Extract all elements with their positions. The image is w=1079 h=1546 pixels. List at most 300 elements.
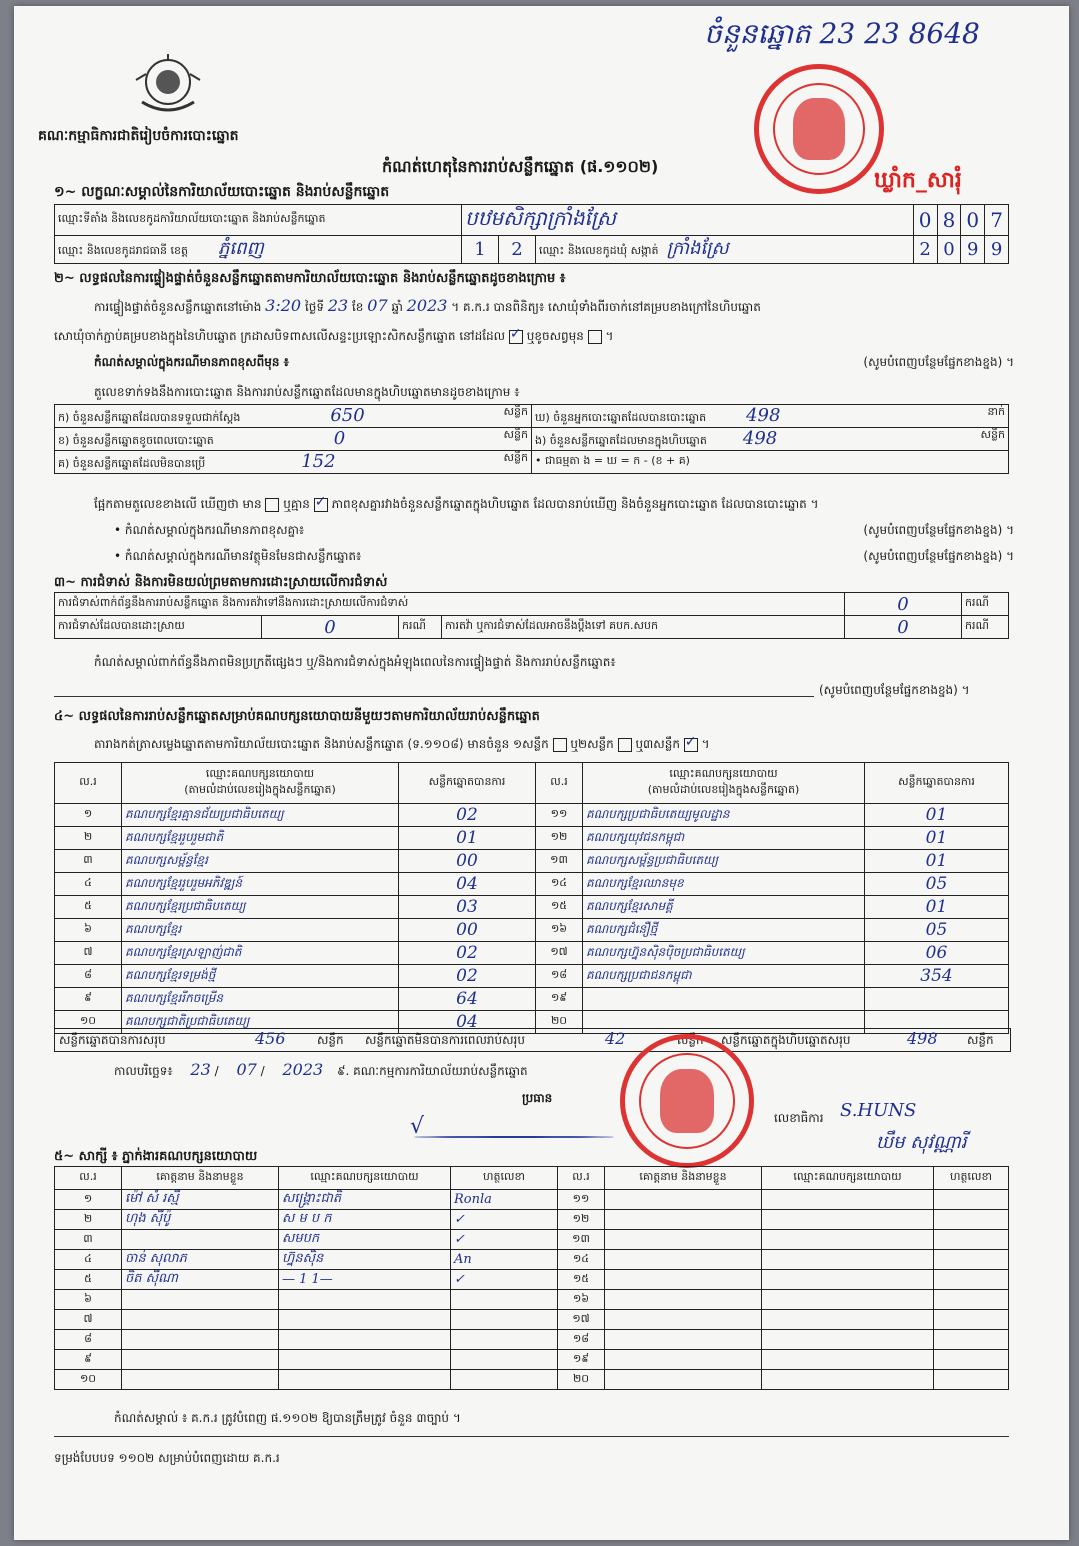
witness-name [605,1270,762,1290]
party-no: ១៧ [536,942,583,965]
p5-text-a: ផ្អែកតាមតួលេខខាងលើ ឃើញថា មាន [94,497,262,511]
witness-name: ហុង ស៊ីប៉ូ [122,1210,279,1230]
table-row [55,988,1009,1011]
witness-no: ៩ [55,1350,122,1370]
party-no: ១៦ [536,919,583,942]
witness-signature [934,1230,1009,1250]
date-month: 07 [236,1060,257,1079]
intro-text: តារាងកត់ត្រាសម្លេងឆ្នោតតាមការិយាល័យបោះឆ្នោត និងរាប់សន្លឹកឆ្នោត (ទ.១១០៨) មានចំនួន ១សន្លឹក [94,737,549,751]
party-name: គណបក្សខ្មែរឈានមុខ [583,873,865,896]
formula-note: • ជាធម្មតា ង = ឃ = ក - (ខ + គ) [532,451,1009,474]
witness-signature [934,1330,1009,1350]
witness-table [54,1166,1009,1390]
party-votes: 02 [399,804,536,827]
p1-text-e: ។ គ.ក.រ បានពិនិត្យ៖ សោឃុំទាំងពីរចាក់នៅគម្របខាងក្រៅនៃហិបឆ្នោត [451,300,761,314]
p1-text-b: ថ្ងៃទី [304,300,324,314]
date-label: កាលបរិច្ឆេទ៖ [114,1064,173,1078]
witness-signature [934,1310,1009,1330]
witness-name [122,1230,279,1250]
witness-signature [451,1370,558,1390]
witness-party [279,1370,451,1390]
witness-signature [451,1310,558,1330]
witness-no: ១២ [558,1210,605,1230]
commune-digit: 2 [913,236,937,264]
s1-row2-label [55,236,462,264]
box-total-unit: សន្លឹក [967,1033,994,1047]
party-votes: 05 [865,873,1009,896]
witness-party [762,1290,934,1310]
party-no: ១៩ [536,988,583,1011]
section1-table [54,204,1009,264]
objection-row1-value: 0 [845,593,962,616]
col-no: ល.រ [536,763,583,804]
party-name: គណបក្សខ្មែរស្រឡាញ់ជាតិ [122,942,399,965]
p5-text-c: ភាពខុសគ្នារវាងចំនួនសន្លឹកឆ្នោតក្នុងហិបឆ្នោត ដែលបានរាប់ឃើញ និងចំនួនអ្នកបោះឆ្នោត ដែលបានបោះឆ្នោត ។ [331,497,819,511]
commune-label: ឈ្មោះ និងលេខកូដឃុំ សង្កាត់ [539,244,659,257]
party-no: ២ [55,827,122,850]
witness-party [279,1310,451,1330]
p7-tail: (សូមបំពេញបន្ថែមផ្នែកខាងខ្នង) ។ [863,549,1014,563]
witness-no: ១៩ [558,1350,605,1370]
witness-name [122,1350,279,1370]
witness-party: ស ម ប ក [279,1210,451,1230]
col-votes: សន្លឹកឆ្នោតបានការ [399,763,536,804]
witness-party [762,1350,934,1370]
table-row [55,896,1009,919]
objections-table [54,592,1009,639]
party-name: គណបក្សខ្មែរសាមគ្គី [583,896,865,919]
witness-no: ៨ [55,1330,122,1350]
party-votes: 02 [399,942,536,965]
section2-heading: ២~ លទ្ធផលនៃការផ្ទៀងផ្ទាត់ចំនួនសន្លឹកឆ្នោតតាមការិយាល័យបោះឆ្នោត និងរាប់សន្លឹកឆ្នោតដូចខាងក្រោម ៖ [54,271,566,286]
witness-signature [934,1290,1009,1310]
date-year: 2023 [282,1060,324,1079]
witness-no: ៣ [55,1230,122,1250]
col-party-sub: (តាមលំដាប់លេខរៀងក្នុងសន្លឹកឆ្នោត) [184,783,336,796]
w-col-name: គោត្តនាម និងនាមខ្លួន [122,1167,279,1190]
witness-party [762,1190,934,1210]
witness-name [605,1210,762,1230]
witness-name: ម៉ៅ សំ រស្មី [122,1190,279,1210]
party-votes: 00 [399,850,536,873]
org-name: គណៈកម្មាធិការជាតិរៀបចំការបោះឆ្នោត [38,128,239,144]
section2-para5 [94,496,819,514]
party-no: ១៨ [536,965,583,988]
witness-party [762,1230,934,1250]
section4-intro: តារាងកត់ត្រាសម្លេងឆ្នោតតាមការិយាល័យបោះឆ្នោត និងរាប់សន្លឹកឆ្នោត (ទ.១១០៨) មានចំនួន ១សន្លឹក ឬ២សន្លឹក ឬ៣សន្លឹក ✓ ។ [94,736,710,754]
party-votes: 01 [865,850,1009,873]
s1-code-digit: 0 [961,205,985,236]
province-digit: 2 [499,236,536,264]
witness-no: ១៧ [558,1310,605,1330]
party-no: ៩ [55,988,122,1011]
party-no: ១១ [536,804,583,827]
witness-signature [451,1350,558,1370]
commune-digit: 0 [937,236,961,264]
s1-code-digit: 8 [937,205,961,236]
section2-para6 [114,522,1014,540]
party-no: ១៥ [536,896,583,919]
secretary-name: ឃឹម សុវណ្ណារី [876,1132,967,1153]
section2-para7 [114,548,1014,566]
results-table [54,762,1009,1034]
total-valid-value: 456 [255,1029,286,1048]
chair-signature [414,1136,614,1138]
witness-name [605,1290,762,1310]
witness-name [605,1230,762,1250]
witness-signature [934,1270,1009,1290]
province-label: ឈ្មោះ និងលេខកូដរាជធានី ខេត្ត [58,244,188,257]
count-d-value: 498 [746,405,781,426]
chair-signature-mark: √ [410,1114,425,1139]
table-row [55,850,1009,873]
witness-no: ១ [55,1190,122,1210]
witness-no: ១៨ [558,1330,605,1350]
witness-signature: An [451,1250,558,1270]
witness-no: ២ [55,1210,122,1230]
box-total-value: 498 [907,1029,938,1048]
party-no: ៧ [55,942,122,965]
invalid-value: 42 [605,1029,626,1048]
witness-name [122,1370,279,1390]
witness-name [605,1370,762,1390]
count-d-unit: នាក់ [987,405,1005,418]
party-votes: 01 [865,896,1009,919]
witness-signature [934,1190,1009,1210]
party-name: គណបក្សប្រជាធិបតេយ្យមូលដ្ឋាន [583,804,865,827]
count-c-label: គ) ចំនួនសន្លឹកឆ្នោតដែលមិនបានប្រើ [58,457,206,470]
table-row [55,1190,1009,1210]
three-sheet-checkbox[interactable] [684,738,698,752]
table-row [55,1290,1009,1310]
p2-text: សោឃុំចាក់ភ្ជាប់គម្របខាងក្នុងនៃហិបឆ្នោត ក្រដាសបិទពាសលើសន្ទះប្រឡោះសិកសន្លឹកឆ្នោត នៅដដែល [54,329,506,343]
table-row [55,1310,1009,1330]
table-row [55,827,1009,850]
col-party-title: ឈ្មោះគណបក្សនយោបាយ [669,767,778,780]
w-col-party: ឈ្មោះគណបក្សនយោបាយ [762,1167,934,1190]
date-line: កាលបរិច្ឆេទ៖ 23 / 07 / 2023 ៩. គណៈកម្មការការិយាល័យរាប់សន្លឹកឆ្នោត [114,1060,528,1079]
chair-label: ប្រធាន [522,1091,553,1105]
witness-name: ចាន់ សុលាភ [122,1250,279,1270]
party-votes [865,988,1009,1011]
w-col-name: គោត្តនាម និងនាមខ្លួន [605,1167,762,1190]
day-value: 23 [327,296,349,315]
witness-name: ចិត ស៊ីណា [122,1270,279,1290]
party-no: ៥ [55,896,122,919]
s1-code-digit: 7 [985,205,1009,236]
witness-no: ១៥ [558,1270,605,1290]
col-party-title: ឈ្មោះគណបក្សនយោបាយ [205,767,315,780]
witness-no: ៦ [55,1290,122,1310]
party-no: ៣ [55,850,122,873]
section1-heading: ១~ លក្ខណៈសម្គាល់នៃការិយាល័យបោះឆ្នោត និងរាប់សន្លឹកឆ្នោត [54,184,390,200]
witness-party [762,1270,934,1290]
party-name: គណបក្សខ្មែររួបរួមជាតិ [122,827,399,850]
party-votes: 01 [865,827,1009,850]
table-row [55,1330,1009,1350]
section4-heading: ៤~ លទ្ធផលនៃការរាប់សន្លឹកឆ្នោតសម្រាប់គណបក្សនយោបាយនីមួយៗតាមការិយាល័យរាប់សន្លឹកឆ្នោត [54,709,540,724]
witness-no: ១០ [55,1370,122,1390]
opt2-text: ឬ២សន្លឹក [570,737,614,751]
witness-party: ហ្វ៊ុនស៊ិន [279,1250,451,1270]
witness-name [605,1350,762,1370]
witness-signature [934,1210,1009,1230]
table-row [55,1230,1009,1250]
date-day: 23 [190,1060,211,1079]
objection-row1-label: ការជំទាស់ពាក់ព័ន្ធនឹងការរាប់សន្លឹកឆ្នោត និងការតវ៉ាទៅនឹងការដោះស្រាយលើការជំទាស់ [55,593,845,616]
witness-name [605,1250,762,1270]
count-a-label: ក) ចំនួនសន្លឹកឆ្នោតដែលបានទទួលជាក់ស្តែង [58,411,241,424]
totals-row [54,1028,1011,1052]
one-sheet-checkbox[interactable] [553,738,567,752]
col-party-sub: (តាមលំដាប់លេខរៀងក្នុងសន្លឹកឆ្នោត) [647,783,800,796]
count-b-value: 0 [333,428,346,449]
damaged-checkbox[interactable] [588,330,602,344]
committee-label: ៩. គណៈកម្មការការិយាល័យរាប់សន្លឹកឆ្នោត [337,1064,528,1078]
commune-digit: 9 [961,236,985,264]
witness-no: ១៤ [558,1250,605,1270]
section2-para2: សោឃុំចាក់ភ្ជាប់គម្របខាងក្នុងនៃហិបឆ្នោត ក្រដាសបិទពាសលើសន្ទះប្រឡោះសិកសន្លឹកឆ្នោត នៅដដែល ✓ ឬខូចសព្វមុន ។ [54,328,613,346]
witness-name [122,1310,279,1330]
witness-no: ៥ [55,1270,122,1290]
count-b-unit: សន្លឹក [503,428,528,441]
table-row [55,1350,1009,1370]
party-name [583,988,865,1011]
p2-or-text: ឬខូចសព្វមុន [526,329,584,343]
witness-no: ១៣ [558,1230,605,1250]
party-name: គណបក្សយុវជនកម្ពុជា [583,827,865,850]
count-a-unit: សន្លឹក [503,405,528,418]
witness-name [605,1330,762,1350]
table-row [55,1270,1009,1290]
party-name: គណបក្សខ្មែរទម្រង់ថ្មី [122,965,399,988]
commune-value: ក្រាំងស្រែ [666,238,729,259]
w-col-sig: ហត្ថលេខា [934,1167,1009,1190]
count-b-label: ខ) ចំនួនសន្លឹកឆ្នោតខូចពេលបោះឆ្នោត [58,434,214,447]
section3-note: កំណត់សម្គាល់ពាក់ព័ន្ធនឹងភាពមិនប្រក្រតីផ្សេងៗ ឬ/និងការជំទាស់ក្នុងអំឡុងពេលនៃការផ្ទៀងផ្ទាត់ និងការរាប់សន្លឹកឆ្នោត៖ [94,655,616,669]
party-no: ៨ [55,965,122,988]
total-valid-unit: សន្លឹក [317,1033,344,1047]
col-no: ល.រ [55,763,122,804]
party-votes: 01 [865,804,1009,827]
total-valid-label: សន្លឹកឆ្នោតបានការសរុប [59,1033,166,1047]
witness-party [279,1350,451,1370]
official-seal-top [754,64,884,194]
witness-no: ១១ [558,1190,605,1210]
col-party [122,763,399,804]
witness-name [122,1330,279,1350]
p5-text-b: ឬគ្មាន [283,497,310,511]
party-votes: 00 [399,919,536,942]
objection-row2-label: ការជំទាស់ដែលបានដោះស្រាយ [55,616,262,639]
commune-digit: 9 [985,236,1009,264]
witness-no: ៧ [55,1310,122,1330]
intact-checkbox[interactable] [509,330,523,344]
party-votes: 06 [865,942,1009,965]
witness-party: — 1 1— [279,1270,451,1290]
section2-para1 [94,296,761,317]
party-no: ១ [55,804,122,827]
two-sheet-checkbox[interactable] [618,738,632,752]
party-votes: 02 [399,965,536,988]
witness-no: ២០ [558,1370,605,1390]
witness-no: ៤ [55,1250,122,1270]
province-value: ភ្នំពេញ [218,238,264,259]
party-no: ៤ [55,873,122,896]
witness-signature: ✓ [451,1210,558,1230]
party-name: គណបក្សសម្ព័ន្ធខ្មែរ [122,850,399,873]
no-diff-checkbox[interactable] [314,498,328,512]
party-no: ១២ [536,827,583,850]
party-votes: 354 [865,965,1009,988]
party-name: គណបក្សខ្មែរគ្មានជ័យប្រជាធិបតេយ្យ [122,804,399,827]
section5-heading: ៥~ សាក្សី ៖ ភ្នាក់ងារគណបក្សនយោបាយ [54,1149,258,1164]
objection-row2b-unit: ករណី [962,616,1009,639]
w-col-no: ល.រ [558,1167,605,1190]
party-no: ១៣ [536,850,583,873]
witness-signature: Ronla [451,1190,558,1210]
count-c-value: 152 [301,451,336,472]
province-digit: 1 [462,236,499,264]
witness-no: ១៦ [558,1290,605,1310]
has-diff-checkbox[interactable] [265,498,279,512]
emblem-logo [132,52,204,122]
w-col-party: ឈ្មោះគណបក្សនយោបាយ [279,1167,451,1190]
witness-party [762,1330,934,1350]
witness-signature [451,1330,558,1350]
section3-heading: ៣~ ការជំទាស់ និងការមិនយល់ព្រមតាមការដោះស្រាយលើការជំទាស់ [54,575,388,590]
party-name: គណបក្សសម្ព័ន្ធប្រជាធិបតេយ្យ [583,850,865,873]
official-seal-middle [620,1034,754,1168]
s1-row1-label: ឈ្មោះទីតាំង និងលេខកូដការិយាល័យបោះឆ្នោត និងរាប់សន្លឹកឆ្នោត [55,205,462,236]
objection-row2b-value: 0 [845,616,962,639]
table-row [55,965,1009,988]
witness-signature [934,1370,1009,1390]
form-title: កំណត់ហេតុនៃការរាប់សន្លឹកឆ្នោត (ផ.១១០២) [382,157,659,176]
party-no: ១៤ [536,873,583,896]
opt3-text: ឬ៣សន្លឹក [635,737,680,751]
p1-text-a: ការផ្ទៀងផ្ទាត់ចំនួនសន្លឹកឆ្នោតនៅម៉ោង [94,300,262,314]
handwritten-ballot-count: ចំនួនឆ្នោត 23 23 8648 [704,17,980,50]
s1-code-digit: 0 [913,205,937,236]
p3-label: កំណត់សម្គាល់ក្នុងករណីមានភាពខុសពីមុន ៖ [94,355,289,369]
witness-party [279,1290,451,1310]
party-name: គណបក្សជាតិប្រជាធិបតេយ្យ [122,1011,399,1034]
secretary-signature: S.HUNS [840,1100,917,1121]
table-row [55,942,1009,965]
party-votes: 64 [399,988,536,1011]
s1-row1-value: បឋមសិក្សាក្រាំងស្រែ [465,206,616,230]
document-page [14,6,1069,1540]
objection-row2-unit: ករណី [399,616,442,639]
invalid-label: សន្លឹកឆ្នោតមិនបានការពេលរាប់សរុប [365,1033,525,1047]
party-no: ២០ [536,1011,583,1034]
party-votes: 01 [399,827,536,850]
table-row [55,804,1009,827]
witness-party [762,1250,934,1270]
witness-party [762,1370,934,1390]
section2-para4: តួលេខទាក់ទងនឹងការបោះឆ្នោត និងការរាប់សន្លឹកឆ្នោតដែលមានក្នុងហិបឆ្នោតមានដូចខាងក្រោម ៖ [94,385,520,399]
time-value: 3:20 [265,296,302,315]
table-row [55,1210,1009,1230]
year-value: 2023 [406,296,448,315]
party-name: គណបក្សខ្មែរប្រជាធិបតេយ្យ [122,896,399,919]
witness-party: សង្គ្រោះជាតិ [279,1190,451,1210]
section2-para3 [94,354,1014,372]
party-name: គណបក្សជំនឿថ្មី [583,919,865,942]
table-row [55,1370,1009,1390]
witness-signature [934,1250,1009,1270]
party-name: គណបក្សខ្មែររួបរួមអភិវឌ្ឍន៍ [122,873,399,896]
p6-tail: (សូមបំពេញបន្ថែមផ្នែកខាងខ្នង) ។ [863,523,1014,537]
section5-note: កំណត់សម្គាល់ ៖ គ.ក.រ ត្រូវបំពេញ ផ.១១០២ ឱ្យបានត្រឹមត្រូវ ចំនួន ៣ច្បាប់ ។ [114,1411,461,1425]
count-c-unit: សន្លឹក [503,451,528,464]
party-name: គណបក្សប្រជាជនកម្ពុជា [583,965,865,988]
footer-line [54,1436,1009,1437]
party-name: គណបក្សខ្មែររីកចម្រើន [122,988,399,1011]
month-value: 07 [367,296,388,315]
count-e-value: 498 [742,428,778,449]
w-col-no: ល.រ [55,1167,122,1190]
table-row [55,873,1009,896]
col-votes: សន្លឹកឆ្នោតបានការ [865,763,1009,804]
party-name: គណបក្សខ្មែរ [122,919,399,942]
party-votes: 04 [399,873,536,896]
table-row [55,919,1009,942]
party-votes: 05 [865,919,1009,942]
witness-party [762,1210,934,1230]
witness-signature [934,1350,1009,1370]
note-line [54,696,814,697]
witness-name [605,1190,762,1210]
secretary-label: លេខាធិការ [774,1111,824,1125]
party-no: ៦ [55,919,122,942]
objection-row2b-label: ការតវ៉ា ឬការជំទាស់ដែលអាចនឹងប្តឹងទៅ គបក.សបក [442,616,845,639]
box-total-label: សន្លឹកឆ្នោតក្នុងហិបឆ្នោតសរុប [721,1033,851,1047]
table-row [55,1250,1009,1270]
p1-text-d: ឆ្នាំ [391,300,403,314]
invalid-unit: សន្លឹក [677,1033,704,1047]
party-votes: 04 [399,1011,536,1034]
witness-party [279,1330,451,1350]
stamp-caption: ឃ្លាំក_សារុំ [874,167,962,193]
count-e-unit: សន្លឹក [980,428,1005,441]
w-col-sig: ហត្ថលេខា [451,1167,558,1190]
witness-signature: ✓ [451,1230,558,1250]
witness-name [122,1290,279,1310]
p7-text: • កំណត់សម្គាល់ក្នុងករណីមានវត្ថុមិនមែនជាសន្លឹកឆ្នោត៖ [114,549,362,563]
objection-row1-unit: ករណី [962,593,1009,616]
witness-signature: ✓ [451,1270,558,1290]
witness-party: សមបក [279,1230,451,1250]
counts-table [54,404,1009,474]
p6-text: • កំណត់សម្គាល់ក្នុងករណីមានភាពខុសគ្នា៖ [114,523,305,537]
section3-tail: (សូមបំពេញបន្ថែមផ្នែកខាងខ្នង) ។ [819,683,970,697]
party-votes: 03 [399,896,536,919]
p1-text-c: ខែ [352,300,364,314]
footer-text: ទម្រង់បែបបទ ១១០២ សម្រាប់បំពេញដោយ គ.ក.រ [54,1451,280,1465]
p3-tail: (សូមបំពេញបន្ថែមផ្នែកខាងខ្នង) ។ [863,355,1014,369]
witness-name [605,1310,762,1330]
witness-signature [451,1290,558,1310]
witness-party [762,1310,934,1330]
count-e-label: ង) ចំនួនសន្លឹកឆ្នោតដែលមានក្នុងហិបឆ្នោត [535,434,707,447]
col-party [583,763,865,804]
count-d-label: ឃ) ចំនួនអ្នកបោះឆ្នោតដែលបានបោះឆ្នោត [535,411,707,424]
objection-row2-value: 0 [262,616,399,639]
count-a-value: 650 [330,405,365,426]
party-no: ១០ [55,1011,122,1034]
